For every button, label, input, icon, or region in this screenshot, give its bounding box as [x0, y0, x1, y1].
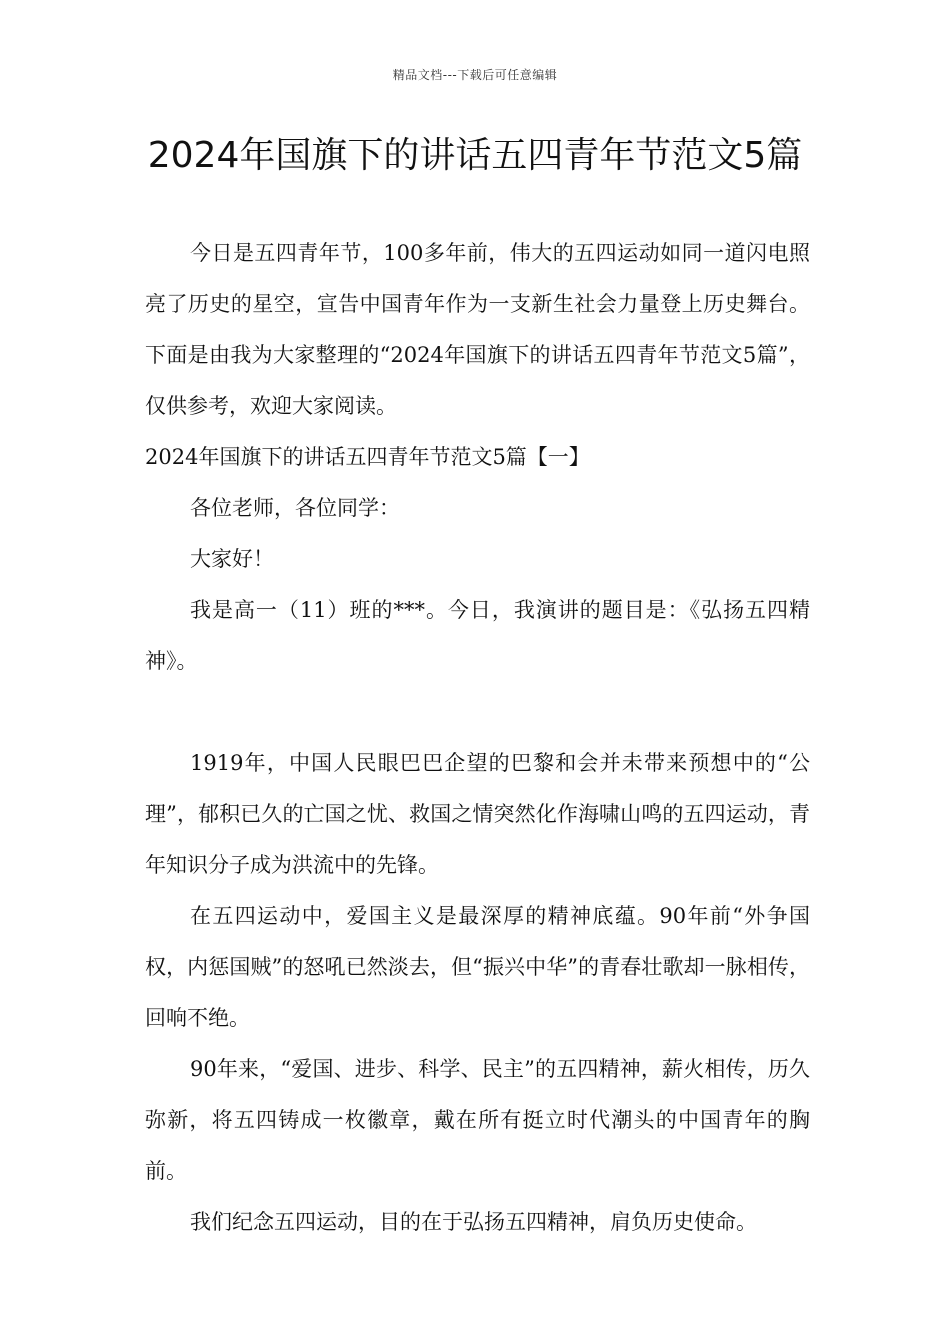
paragraph-1919: 1919年，中国人民眼巴巴企望的巴黎和会并未带来预想中的“公理”，郁积已久的亡国之忧、救国之情突然化作海啸山鸣的五四运动，青年知识分子成为洪流中的先锋。	[145, 751, 810, 877]
paragraph-commemorate: 我们纪念五四运动，目的在于弘扬五四精神，肩负历史使命。	[190, 1210, 757, 1234]
paragraph-patriotism: 在五四运动中，爱国主义是最深厚的精神底蕴。90年前“外争国权，内惩国贼”的怒吼已然淡去，但“振兴中华”的青春壮歌却一脉相传，回响不绝。	[145, 904, 810, 1030]
intro-paragraph: 今日是五四青年节，100多年前，伟大的五四运动如同一道闪电照亮了历史的星空，宣告中国青年作为一支新生社会力量登上历史舞台。下面是由我为大家整理的“2024年国旗下的讲话五四青年节范文5篇”，仅供参考，欢迎大家阅读。	[145, 241, 810, 418]
section-heading: 2024年国旗下的讲话五四青年节范文5篇【一】	[145, 445, 590, 469]
paragraph-90-years: 90年来，“爱国、进步、科学、民主”的五四精神，薪火相传，历久弥新，将五四铸成一枚徽章，戴在所有挺立时代潮头的中国青年的胸前。	[145, 1057, 810, 1183]
page-header-note: 精品文档---下载后可任意编辑	[392, 68, 558, 82]
self-intro-paragraph: 我是高一（11）班的***。今日，我演讲的题目是：《弘扬五四精神》。	[145, 598, 810, 673]
greeting-paragraph: 大家好！	[190, 547, 274, 571]
document-title: 2024年国旗下的讲话五四青年节范文5篇	[147, 135, 803, 176]
document-body	[145, 228, 810, 1248]
blank-line	[145, 687, 810, 738]
salutation-paragraph: 各位老师，各位同学：	[190, 496, 400, 520]
